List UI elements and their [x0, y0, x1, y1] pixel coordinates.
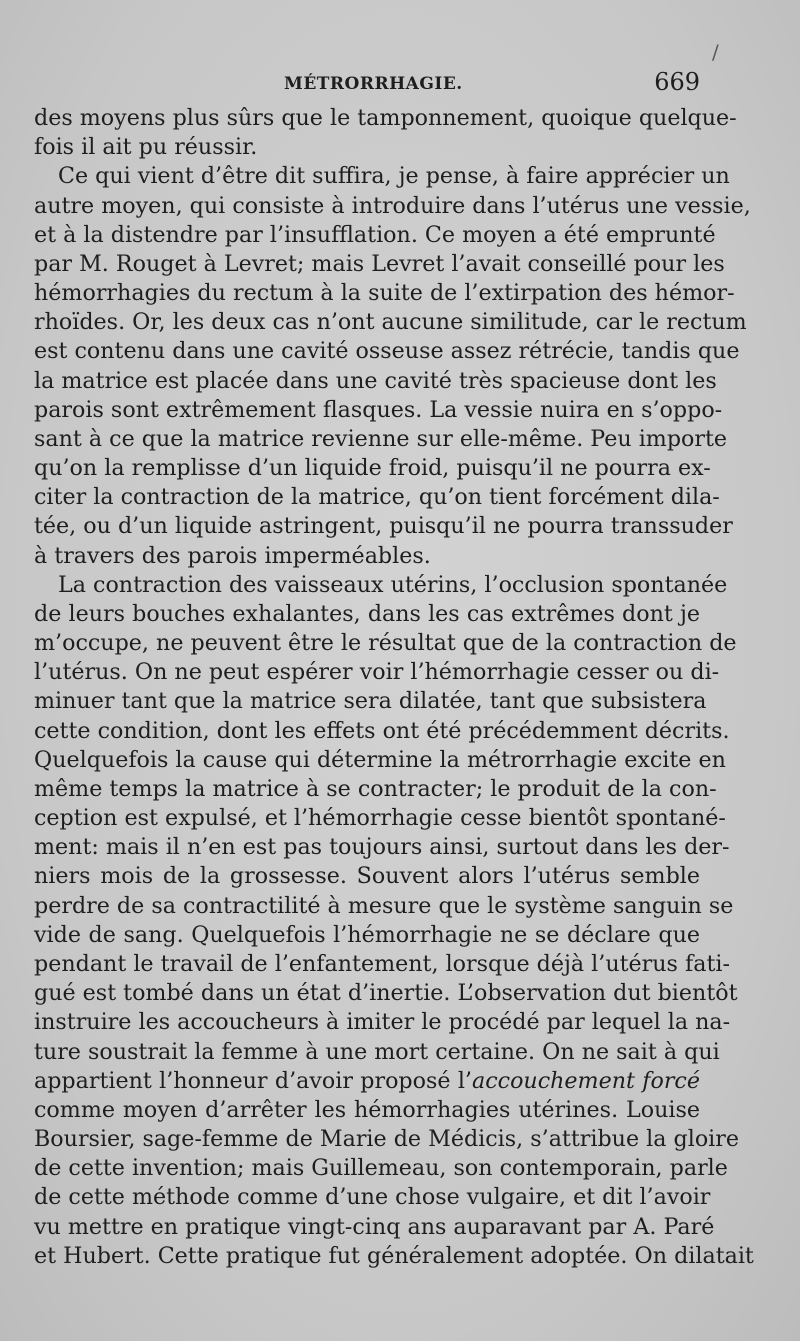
- text-line: qu’on la remplisse d’un liquide froid, puisqu’il ne pourra ex-: [34, 455, 711, 482]
- text-line: autre moyen, qui consiste à introduire dans l’utérus une vessie,: [34, 192, 751, 219]
- text-line: est contenu dans une cavité osseuse assez rétrécie, tandis que: [34, 338, 740, 365]
- text-line: l’utérus. On ne peut espérer voir l’hémorrhagie cesser ou di-: [34, 659, 720, 686]
- text-line: cette condition, dont les effets ont été précédemment décrits.: [34, 717, 730, 744]
- text-line: rhoïdes. Or, les deux cas n’ont aucune similitude, car le rectum: [34, 309, 747, 336]
- text-line: La contraction des vaisseaux utérins, l’occlusion spontanée: [58, 571, 728, 598]
- text-segment: appartient l’honneur d’avoir proposé l’: [34, 1067, 472, 1094]
- text-line: et Hubert. Cette pratique fut généralement adoptée. On dilatait: [34, 1242, 754, 1269]
- text-line: à travers des parois imperméables.: [34, 542, 431, 569]
- text-line: sant à ce que la matrice revienne sur elle-même. Peu importe: [34, 425, 728, 452]
- text-line: minuer tant que la matrice sera dilatée, tant que subsistera: [34, 688, 707, 715]
- text-line: par M. Rouget à Levret; mais Levret l’avait conseillé pour les: [34, 250, 725, 277]
- text-line: ception est expulsé, et l’hémorrhagie cesse bientôt spontané-: [34, 805, 726, 832]
- text-line: vide de sang. Quelquefois l’hémorrhagie ne se déclare que: [34, 921, 700, 948]
- text-line: perdre de sa contractilité à mesure que le système sanguin se: [34, 892, 734, 919]
- page-number: 669: [654, 68, 700, 96]
- text-line: tée, ou d’un liquide astringent, puisqu’il ne pourra transsuder: [34, 513, 733, 540]
- text-line: ture soustrait la femme à une mort certaine. On ne sait à qui: [34, 1038, 720, 1065]
- text-line: et à la distendre par l’insufflation. Ce moyen a été emprunté: [34, 221, 716, 248]
- text-line: niers mois de la grossesse. Souvent alors l’utérus semble: [34, 863, 700, 890]
- text-line: instruire les accoucheurs à imiter le procédé par lequel la na-: [34, 1009, 731, 1036]
- text-line: fois il ait pu réussir.: [34, 134, 258, 161]
- text-line: de cette invention; mais Guillemeau, son contemporain, parle: [34, 1155, 728, 1182]
- text-line: Quelquefois la cause qui détermine la métrorrhagie excite en: [34, 746, 726, 773]
- page-header: [34, 68, 700, 102]
- text-line: parois sont extrêmement flasques. La vessie nuira en s’oppo-: [34, 396, 723, 423]
- text-line: gué est tombé dans un état d’inertie. L’observation dut bientôt: [34, 980, 738, 1007]
- text-line: Ce qui vient d’être dit suffira, je pense, à faire apprécier un: [58, 163, 730, 190]
- text-line: des moyens plus sûrs que le tamponnement, quoique quelque-: [34, 105, 737, 131]
- text-line: m’occupe, ne peuvent être le résultat que de la contraction de: [34, 630, 737, 657]
- text-line: comme moyen d’arrêter les hémorrhagies utérines. Louise: [34, 1096, 700, 1123]
- text-line: ment: mais il n’en est pas toujours ainsi, surtout dans les der-: [34, 834, 730, 861]
- text-line: pendant le travail de l’enfantement, lorsque déjà l’utérus fati-: [34, 950, 730, 977]
- text-line: de leurs bouches exhalantes, dans les cas extrêmes dont je: [34, 600, 700, 627]
- text-line-with-italic: [34, 1067, 700, 1096]
- text-line: hémorrhagies du rectum à la suite de l’extirpation des hémor-: [34, 280, 735, 307]
- running-title: MÉTRORRHAGIE.: [284, 74, 463, 94]
- italic-term: accouchement forcé: [471, 1067, 700, 1094]
- text-line: citer la contraction de la matrice, qu’on tient forcément dila-: [34, 484, 720, 511]
- text-line: même temps la matrice à se contracter; le produit de la con-: [34, 775, 717, 802]
- margin-stroke: /: [712, 40, 719, 64]
- text-line: de cette méthode comme d’une chose vulgaire, et dit l’avoir: [34, 1184, 711, 1211]
- body-text: [34, 104, 754, 1271]
- text-line: Boursier, sage-femme de Marie de Médicis, s’attribue la gloire: [34, 1126, 740, 1153]
- text-line: vu mettre en pratique vingt-cinq ans auparavant par A. Paré: [34, 1213, 715, 1240]
- text-line: la matrice est placée dans une cavité très spacieuse dont les: [34, 367, 717, 394]
